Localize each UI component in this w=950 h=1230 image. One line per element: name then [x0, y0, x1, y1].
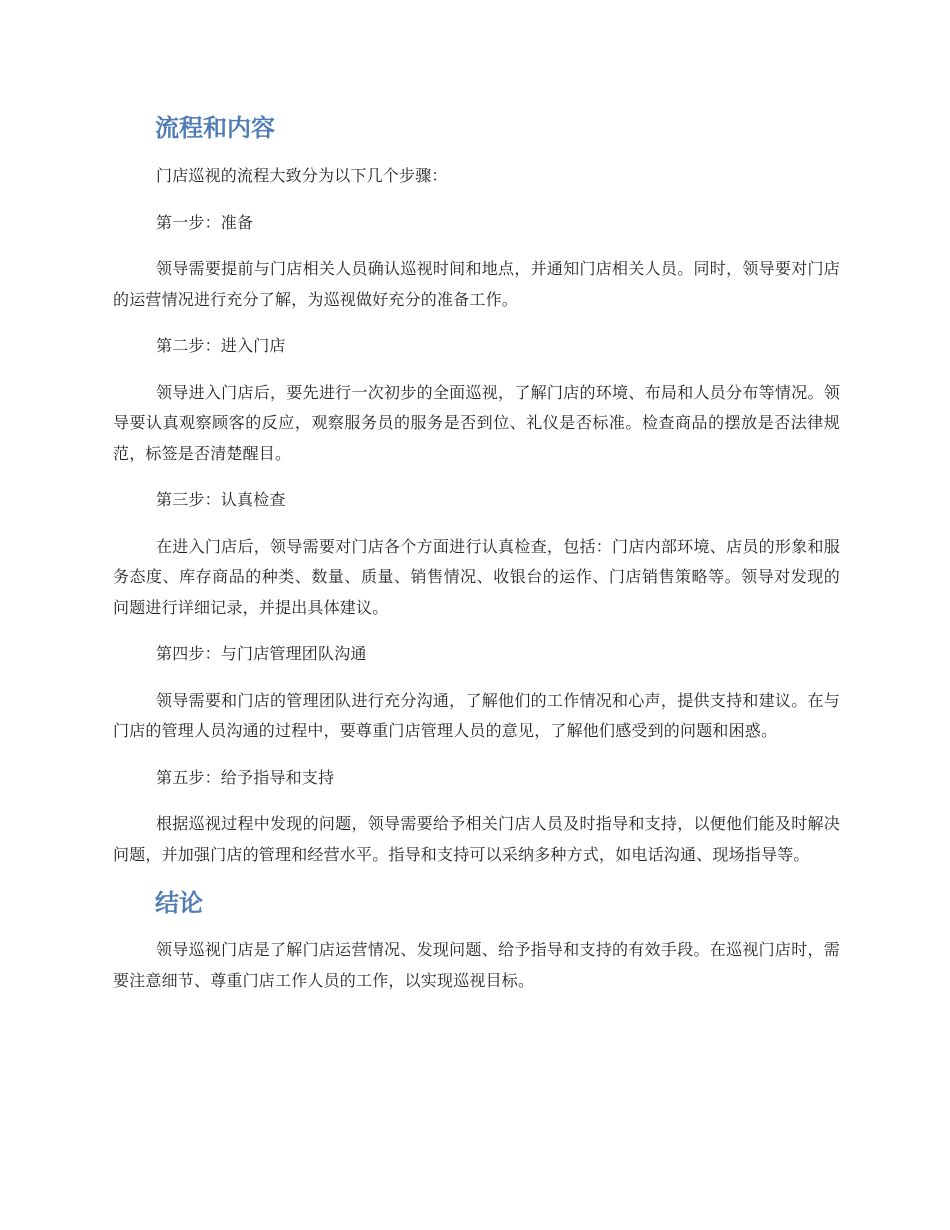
- step-body-1: 领导需要提前与门店相关人员确认巡视时间和地点，并通知门店相关人员。同时，领导要对门店的运营情况进行充分了解，为巡视做好充分的准备工作。: [113, 259, 840, 309]
- section-heading-process: 流程和内容: [155, 114, 275, 142]
- step-body-4: 领导需要和门店的管理团队进行充分沟通，了解他们的工作情况和心声，提供支持和建议。在与门店的管理人员沟通的过程中，要尊重门店管理人员的意见，了解他们感受到的问题和困惑。: [113, 690, 840, 740]
- section-intro: 门店巡视的流程大致分为以下几个步骤：: [156, 166, 448, 185]
- conclusion-body: 领导巡视门店是了解门店运营情况、发现问题、给予指导和支持的有效手段。在巡视门店时，需要注意细节、尊重门店工作人员的工作，以实现巡视目标。: [113, 940, 840, 990]
- step-title-1: 第一步：准备: [156, 212, 254, 232]
- document-page: [113, 96, 840, 1012]
- step-title-3: 第三步：认真检查: [156, 490, 286, 509]
- step-title-4: 第四步：与门店管理团队沟通: [156, 644, 367, 663]
- step-title-5: 第五步：给予指导和支持: [156, 767, 335, 787]
- step-body-2: 领导进入门店后，要先进行一次初步的全面巡视，了解门店的环境、布局和人员分布等情况。领导要认真观察顾客的反应，观察服务员的服务是否到位、礼仪是否标准。检查商品的摆放是否法律规范，标签是否清楚醒目。: [113, 382, 840, 463]
- section-heading-conclusion: 结论: [155, 889, 203, 917]
- step-title-2: 第二步：进入门店: [156, 336, 286, 355]
- step-body-5: 根据巡视过程中发现的问题，领导需要给予相关门店人员及时指导和支持，以便他们能及时解决问题，并加强门店的管理和经营水平。指导和支持可以采纳多种方式，如电话沟通、现场指导等。: [113, 814, 840, 864]
- step-body-3: 在进入门店后，领导需要对门店各个方面进行认真检查，包括：门店内部环境、店员的形象和服务态度、库存商品的种类、数量、质量、销售情况、收银台的运作、门店销售策略等。领导对发现的问题进行详细记录，并提出具体建议。: [113, 536, 840, 617]
